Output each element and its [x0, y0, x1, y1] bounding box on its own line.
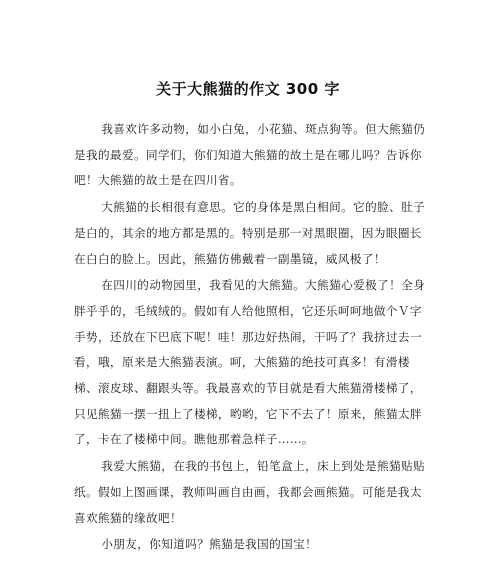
paragraph: 我爱大熊猫，在我的书包上，铅笔盒上，床上到处是熊猫贴贴纸。假如上图画课，教师叫画自由画，我都会画熊猫。可能是我太喜欢熊猫的缘故吧！	[74, 459, 426, 525]
paragraph: 在四川的动物园里，我看见的大熊猫。大熊猫心爱极了！全身胖乎乎的，毛绒绒的。假如有人给他照相，它还乐呵呵地做个Ｖ字手势，还放在下巴底下呢！哇！那边好热闹，干吗了？我挤过去一看，哦，原来是大熊猫表演。呵，大熊猫的绝技可真多！有滑楼梯、滚皮球、翻跟头等。我最喜欢的节目就是看大熊猫滑楼梯了，只见熊猫一摆一扭上了楼梯，哟哟，它下不去了！原来，熊猫太胖了，卡在了楼梯中间。瞧他那着急样子……。	[74, 278, 426, 447]
document-title: 关于大熊猫的作文 300 字	[156, 80, 340, 98]
paragraph: 大熊猫的长相很有意思。它的身体是黑白相间。它的脸、肚子是白的，其余的地方都是黑的。特别是那一对黑眼圈，因为眼圈长在白白的脸上。因此，熊猫仿佛戴着一副墨镜，威风极了！	[74, 200, 426, 266]
paragraph: 我喜欢许多动物，如小白兔，小花猫、斑点狗等。但大熊猫仍是我的最爱。同学们，你们知道大熊猫的故土是在哪儿吗？告诉你吧！大熊猫的故土是在四川省。	[74, 122, 426, 188]
paragraph: 小朋友，你知道吗？熊猫是我国的国宝！	[101, 537, 318, 552]
document-body	[74, 117, 432, 559]
